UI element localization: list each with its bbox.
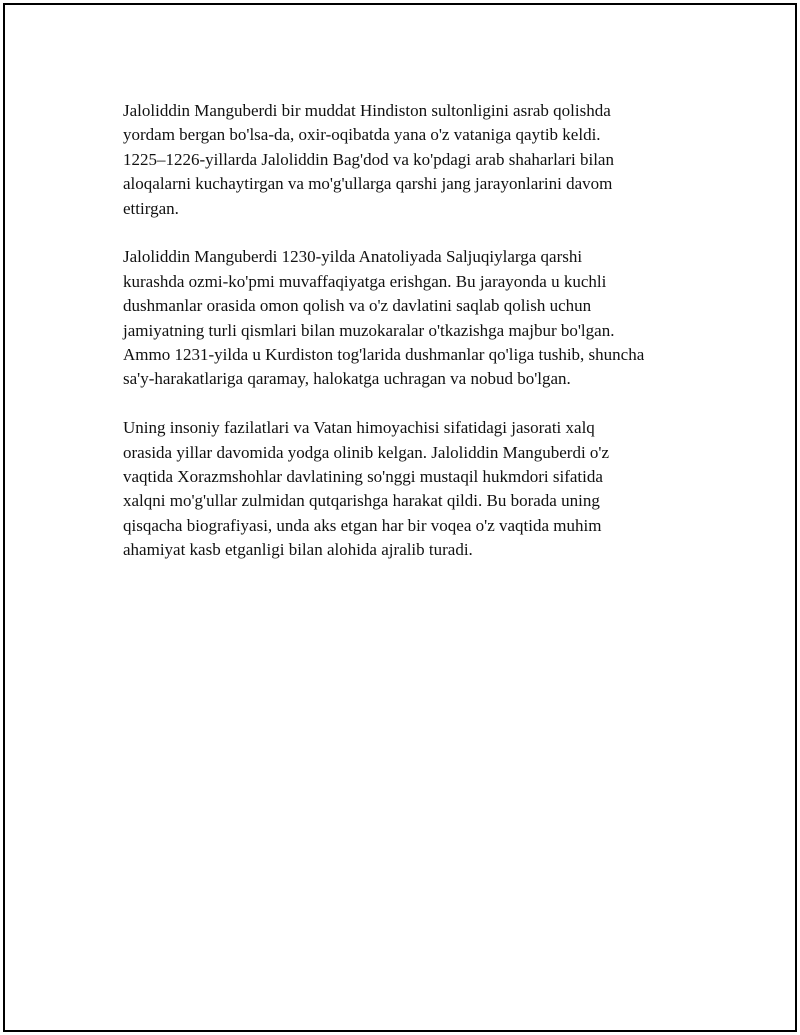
text-line: orasida yillar davomida yodga olinib kelgan. Jaloliddin Manguberdi o'z xyxy=(123,442,610,462)
text-line: ettirgan. xyxy=(123,198,179,218)
text-line: xalqni mo'g'ullar zulmidan qutqarishga harakat qildi. Bu borada uning xyxy=(123,491,600,511)
text-line: qisqacha biografiyasi, unda aks etgan har bir voqea o'z vaqtida muhim xyxy=(123,515,602,535)
document-body xyxy=(123,99,713,587)
text-line: Ammo 1231-yilda u Kurdiston tog'larida dushmanlar qo'liga tushib, shuncha xyxy=(123,345,645,365)
text-line: kurashda ozmi-ko'pmi muvaffaqiyatga erishgan. Bu jarayonda u kuchli xyxy=(123,271,607,291)
text-line: jamiyatning turli qismlari bilan muzokaralar o'tkazishga majbur bo'lgan. xyxy=(123,320,615,340)
paragraph-3 xyxy=(123,416,713,562)
page-frame xyxy=(3,3,797,1032)
text-line: Uning insoniy fazilatlari va Vatan himoyachisi sifatidagi jasorati xalq xyxy=(123,418,595,438)
text-line: aloqalarni kuchaytirgan va mo'g'ullarga qarshi jang jarayonlarini davom xyxy=(123,174,613,194)
paragraph-2 xyxy=(123,245,713,391)
text-line: 1225–1226-yillarda Jaloliddin Bag'dod va ko'pdagi arab shaharlari bilan xyxy=(123,149,614,169)
text-line: dushmanlar orasida omon qolish va o'z davlatini saqlab qolish uchun xyxy=(123,296,592,316)
text-line: sa'y-harakatlariga qaramay, halokatga uchragan va nobud bo'lgan. xyxy=(123,369,571,389)
text-line: Jaloliddin Manguberdi bir muddat Hindiston sultonligini asrab qolishda xyxy=(123,101,611,120)
text-line: Jaloliddin Manguberdi 1230-yilda Anatoliyada Saljuqiylarga qarshi xyxy=(123,247,583,267)
paragraph-1 xyxy=(123,99,713,221)
text-line: ahamiyat kasb etganligi bilan alohida ajralib turadi. xyxy=(123,540,473,560)
text-line: yordam bergan bo'lsa-da, oxir-oqibatda yana o'z vataniga qaytib keldi. xyxy=(123,125,601,145)
text-line: vaqtida Xorazmshohlar davlatining so'nggi mustaqil hukmdori sifatida xyxy=(123,467,603,487)
